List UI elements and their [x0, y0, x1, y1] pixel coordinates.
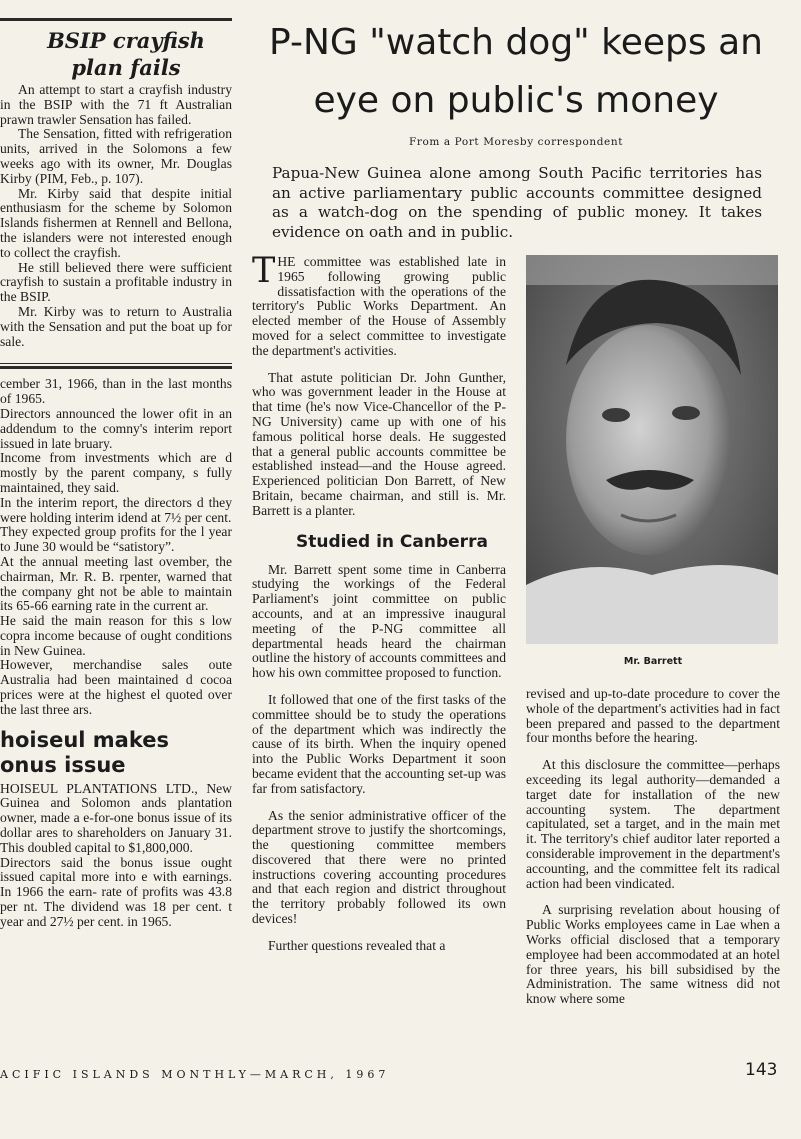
- article-title-line2: eye on public's money: [313, 80, 719, 121]
- portrait-photo: [526, 255, 778, 644]
- article-column-2: [526, 255, 780, 1019]
- choiseul-headline-line2: onus issue: [0, 752, 126, 777]
- running-footer: ACIFIC ISLANDS MONTHLY—MARCH, 1967: [0, 1068, 390, 1081]
- continued-paragraph: Income from investments which are d mostly by the parent company, s fully maintained, they said.: [0, 450, 232, 495]
- article-paragraph: It followed that one of the first tasks of the committee should be to study the operations of the department which was indirectly the cause of its birth. When the inquiry opened into the Public Works Department it soon became evident that the accounting set-up was far from satisfactory.: [252, 691, 506, 796]
- article-paragraph: [252, 251, 506, 359]
- divider-rule: [0, 363, 232, 364]
- article-intro: Papua-New Guinea alone among South Pacific territories has an active parliamentary public accounts committee designed as a watch-dog on the spending of public money. It takes evidence on oath and in public.: [272, 164, 762, 241]
- article-paragraph: At this disclosure the committee—perhaps exceeding its legal authority—demanded a target date for installation of the new accounting system. The department capitulated, set a target, and in the main met it. The territory's chief auditor later reported a considerable improvement in the department's accounting, and the committee felt its radical action had been vindicated.: [526, 757, 780, 891]
- continued-paragraph: cember 31, 1966, than in the last months of 1965.: [0, 376, 232, 407]
- section-subhead: Studied in Canberra: [296, 531, 488, 552]
- continued-paragraph: However, merchandise sales oute Australia had been maintained d cocoa prices were at the highest el quoted over the last three ars.: [0, 657, 232, 717]
- photo-caption: Mr. Barrett: [623, 656, 683, 667]
- continued-paragraph: At the annual meeting last ovember, the chairman, Mr. R. B. rpenter, warned that the company ght not be able to maintain its 65-66 earning rate in the current ar.: [0, 553, 232, 614]
- top-rule: [0, 18, 232, 21]
- article-paragraph: That astute politician Dr. John Gunther, who was government leader in the House at that time (he's now Vice-Chancellor of the P-NG University) came up with one of his famous political horse deals. He suggested that a general public accounts committee be established instead—and the House agreed. Experienced politician Don Barrett, of New Britain, became chairman, and still is. Mr. Barrett is a planter.: [252, 369, 506, 518]
- article-byline: From a Port Moresby correspondent: [408, 136, 624, 148]
- sidebar-paragraph: An attempt to start a crayfish industry in the BSIP with the 71 ft Australian prawn trawler Sensation has failed.: [0, 82, 232, 127]
- article-paragraph: As the senior administrative officer of the department strove to justify the shortcomings, the questioning committee members discovered that there were no printed instructions covering accounting procedures and that each region and district throughout the territory probably followed its own devices!: [252, 807, 506, 927]
- sidebar-paragraph: The Sensation, fitted with refrigeration units, arrived in the Solomons a few weeks ago with its owner, Mr. Douglas Kirby (PIM, Feb., p. 107).: [0, 126, 232, 186]
- continued-paragraph: In the interim report, the directors d they were holding interim idend at 7½ per cent.: [0, 494, 232, 525]
- choiseul-headline-line1: hoiseul makes: [0, 727, 169, 752]
- sidebar-headline-line2: plan fails: [71, 55, 181, 80]
- drop-cap: T: [252, 251, 276, 291]
- continued-paragraph: He said the main reason for this s low copra income because of ought conditions in New Guinea.: [0, 613, 232, 658]
- sidebar-paragraph: Mr. Kirby was to return to Australia with the Sensation and put the boat up for sale.: [0, 303, 232, 349]
- choiseul-headline: [0, 728, 232, 778]
- article-title-line1: P-NG "watch dog" keeps an: [269, 22, 763, 63]
- sidebar-paragraph: He still believed there were sufficient crayfish to sustain a profitable industry in the BSIP.: [0, 259, 232, 305]
- sidebar-headline-line1: BSIP crayfish: [47, 28, 205, 53]
- continued-paragraph: They expected group profits for the l year to June 30 would be “satistory”.: [0, 524, 232, 555]
- article-paragraph: revised and up-to-date procedure to cover the whole of the department's activities had in fact been prepared and passed to the department four months before the hearing.: [526, 686, 780, 746]
- article-paragraph: A surprising revelation about housing of Public Works employees came in Lae when a Works official disclosed that a temporary employee had been accommodated at an hotel for three years, his bill subsidised by the Administration. The same witness did not know where some: [526, 902, 780, 1007]
- divider-rule: [0, 366, 232, 369]
- article-title: [252, 14, 780, 130]
- sidebar-headline: [20, 27, 232, 81]
- sidebar-paragraph: Mr. Kirby said that despite initial enthusiasm for the scheme by Solomon Islands fishermen at Rennell and Bellona, the islanders were not interested enough to collect the crayfish.: [0, 185, 232, 260]
- article-column-1: [252, 251, 506, 966]
- portrait-photo-graphic: [526, 255, 778, 644]
- sidebar-column: [0, 18, 232, 930]
- choiseul-paragraph: HOISEUL PLANTATIONS LTD., New Guinea and Solomon ands plantation owner, made a e-for-one bonus issue of its dollar ares to shareholders on January 31. This doubled capital to $1,800,000.: [0, 780, 232, 855]
- choiseul-paragraph: Directors said the bonus issue ought issued capital more into e with earnings. In 1966 the earn- rate of profits was 43.8 per nt. The dividend was 18 per cent. t year and 27½ per cent. in 1965.: [0, 854, 232, 929]
- article-paragraph: Further questions revealed that a: [268, 937, 446, 953]
- article-paragraph: Mr. Barrett spent some time in Canberra studying the workings of the Federal Parliament's joint committee on public accounts, and at an impressive inaugural meeting of the P-NG committee all departmental heads heard the chairman outline the history of accounts committees and how his own committee proposed to function.: [252, 561, 506, 681]
- article-paragraph-text: HE committee was established late in 1965 following growing public dissatisfaction with the operations of the territory's Public Works Department. An elected member of the House of Assembly moved for a select committee to investigate the department's activities.: [252, 254, 506, 358]
- continued-paragraph: Directors announced the lower ofit in an addendum to the comny's interim report issued in late bruary.: [0, 405, 232, 451]
- page-number: 143: [745, 1060, 778, 1080]
